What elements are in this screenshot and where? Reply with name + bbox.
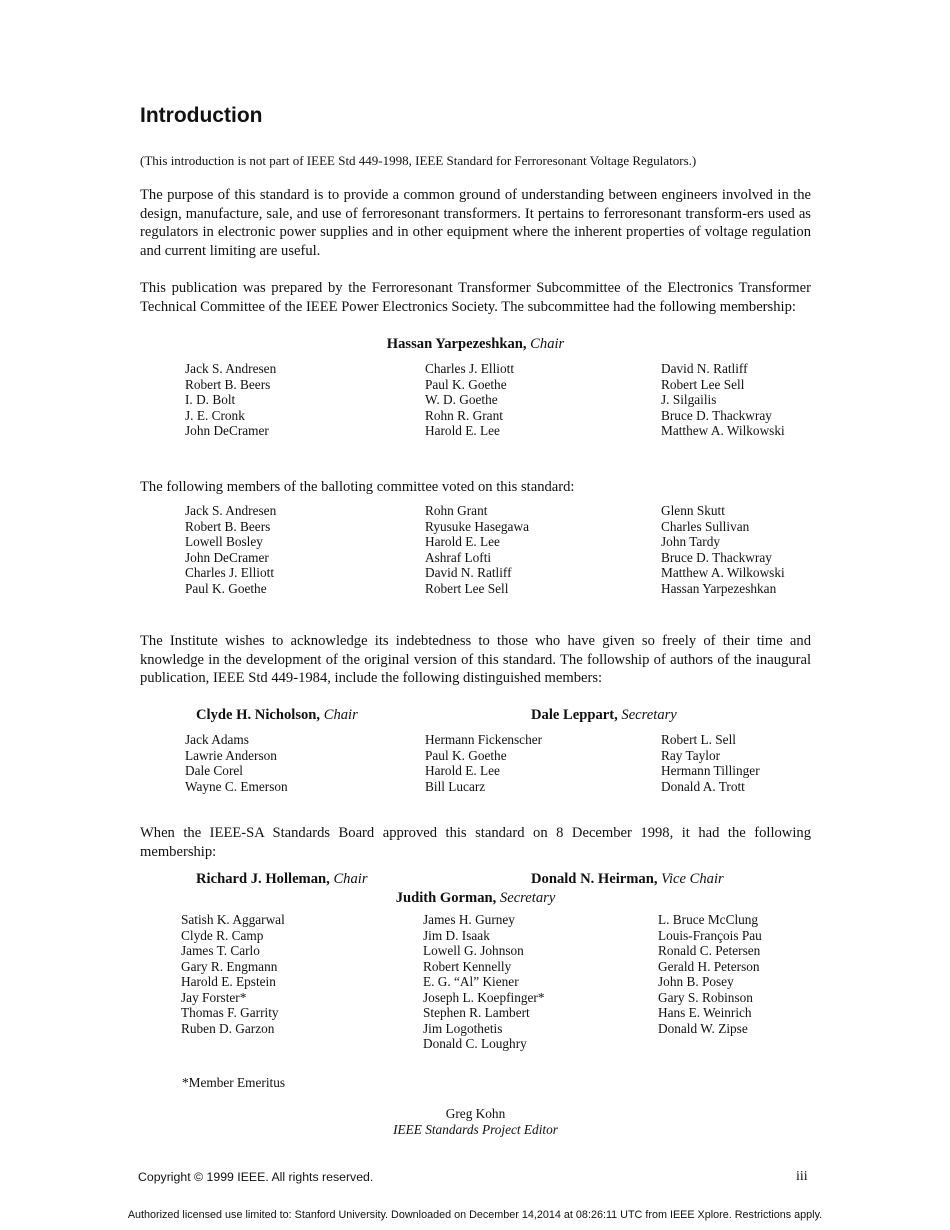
member-name: Ryusuke Hasegawa (425, 518, 529, 534)
member-name: Harold E. Lee (425, 423, 500, 438)
member-name: Robert B. Beers (185, 518, 271, 534)
member-name: Dale Corel (185, 763, 243, 778)
board-chair (196, 871, 368, 888)
member-name: Lawrie Anderson (185, 747, 277, 763)
member-name: Robert Kennelly (423, 958, 512, 974)
member-name: E. G. “Al” Kiener (423, 974, 519, 989)
balloting-col-3 (661, 503, 785, 596)
member-name: I. D. Bolt (185, 392, 236, 407)
member-name: Matthew A. Wilkowski (661, 423, 785, 438)
project-editor-name: Greg Kohn (445, 1106, 506, 1121)
member-name: Rohn R. Grant (425, 407, 503, 423)
original-secretary-name: Dale Leppart, (531, 707, 618, 723)
member-name: Robert L. Sell (661, 732, 736, 747)
member-name: James H. Gurney (423, 912, 515, 927)
member-name: Donald A. Trott (661, 778, 745, 794)
board-secretary-role: Secretary (499, 890, 556, 906)
member-name: Paul K. Goethe (425, 747, 507, 763)
member-name: Donald C. Loughry (423, 1036, 527, 1051)
member-name: Lowell Bosley (185, 534, 263, 549)
acknowledgment-paragraph: The Institute wishes to acknowledge its indebtedness to those who have given so freely of their time and knowledge in the development of the original version of this standard. The followship of authors of the inaugural publication, IEEE Std 449-1984, include the following distinguished members: (140, 633, 811, 687)
member-name: David N. Ratliff (425, 565, 512, 580)
subcommittee-chair-role: Chair (530, 336, 565, 352)
footer-copyright: Copyright © 1999 IEEE. All rights reserved. (138, 1170, 374, 1184)
original-secretary (531, 707, 677, 724)
member-name: Paul K. Goethe (425, 376, 507, 392)
member-name: Jim D. Isaak (423, 927, 490, 943)
board-chair-name: Richard J. Holleman, (196, 871, 330, 887)
member-name: Wayne C. Emerson (185, 778, 288, 794)
board-vice-chair-name: Donald N. Heirman, (531, 871, 658, 887)
original-secretary-role: Secretary (621, 707, 677, 723)
member-name: Hermann Fickenscher (425, 732, 543, 747)
board-col-1 (181, 912, 285, 1036)
intro-note: (This introduction is not part of IEEE Std 449-1998, IEEE Standard for Ferroresonant Voltage Regulators.) (140, 153, 697, 168)
original-chair-name: Clyde H. Nicholson, (196, 707, 321, 723)
original-col-2 (425, 732, 542, 794)
page-title: Introduction (140, 104, 263, 127)
balloting-paragraph: The following members of the balloting committee voted on this standard: (140, 479, 575, 495)
member-name: Bruce D. Thackwray (661, 549, 772, 565)
member-name: James T. Carlo (181, 943, 260, 958)
member-name: Robert Lee Sell (661, 376, 745, 392)
subcommittee-chair (140, 336, 811, 353)
board-vice-chair (531, 871, 724, 888)
member-name: Hermann Tillinger (661, 763, 760, 778)
member-name: Louis-François Pau (658, 927, 762, 943)
member-name: Harold E. Epstein (181, 974, 276, 989)
member-name: Harold E. Lee (425, 534, 500, 549)
member-name: Gerald H. Peterson (658, 958, 760, 974)
member-name: Thomas F. Garrity (181, 1005, 279, 1020)
project-editor-role: IEEE Standards Project Editor (393, 1122, 558, 1137)
member-emeritus-note: *Member Emeritus (182, 1075, 286, 1090)
subcommittee-col-1 (185, 361, 276, 439)
board-col-2 (423, 912, 545, 1052)
member-name: Satish K. Aggarwal (181, 912, 285, 927)
member-name: Harold E. Lee (425, 763, 500, 778)
original-col-3 (661, 732, 760, 794)
member-name: Charles J. Elliott (425, 361, 515, 376)
member-name: Lowell G. Johnson (423, 943, 524, 958)
publication-paragraph: This publication was prepared by the Ferroresonant Transformer Subcommittee of the Electronics Transformer Technical Committee of the IEEE Power Electronics Society. The subcommittee had the following membership: (140, 280, 811, 315)
member-name: Stephen R. Lambert (423, 1005, 530, 1020)
member-name: Clyde R. Camp (181, 927, 264, 943)
board-secretary (140, 890, 811, 907)
member-name: Hans E. Weinrich (658, 1005, 752, 1020)
original-chair-role: Chair (323, 707, 358, 723)
member-name: John Tardy (661, 534, 721, 549)
purpose-paragraph: The purpose of this standard is to provide a common ground of understanding between engineers involved in the design, manufacture, sale, and use of ferroresonant transformers. It pertains to ferroresonant transform-ers used as regulators in electronic power supplies and in other equipment where the inherent properties of voltage regulation and current limiting are useful. (140, 187, 811, 260)
original-chair (196, 707, 358, 724)
member-name: Jack S. Andresen (185, 503, 277, 518)
member-name: Bruce D. Thackwray (661, 407, 772, 423)
balloting-col-2 (425, 503, 529, 596)
member-name: Donald W. Zipse (658, 1020, 748, 1036)
board-chair-role: Chair (333, 871, 368, 887)
member-name: Ray Taylor (661, 747, 721, 763)
member-name: Gary R. Engmann (181, 958, 278, 974)
member-name: Charles J. Elliott (185, 565, 275, 580)
member-name: John B. Posey (658, 974, 734, 989)
subcommittee-col-3 (661, 361, 785, 439)
member-name: John DeCramer (185, 423, 269, 438)
page-number: iii (796, 1169, 808, 1184)
member-name: Rohn Grant (425, 503, 488, 518)
member-name: Ruben D. Garzon (181, 1020, 275, 1036)
board-vice-chair-role: Vice Chair (661, 871, 724, 887)
member-name: Jay Forster* (181, 989, 247, 1005)
member-name: Joseph L. Koepfinger* (423, 989, 545, 1005)
balloting-col-1 (185, 503, 276, 596)
member-name: Paul K. Goethe (185, 580, 267, 596)
member-name: J. Silgailis (661, 392, 717, 407)
member-name: Glenn Skutt (661, 503, 725, 518)
license-notice: Authorized licensed use limited to: Stanford University. Downloaded on December 14,2014 at 08:26:11 UTC from IEEE Xplore. Restrictions apply. (127, 1209, 823, 1221)
member-name: Bill Lucarz (425, 778, 486, 794)
original-col-1 (185, 732, 288, 794)
member-name: L. Bruce McClung (658, 912, 759, 927)
board-secretary-name: Judith Gorman, (395, 890, 497, 906)
member-name: W. D. Goethe (425, 392, 498, 407)
member-name: Ashraf Lofti (425, 549, 492, 565)
member-name: Robert Lee Sell (425, 580, 509, 596)
member-name: Jack Adams (185, 732, 249, 747)
member-name: Ronald C. Petersen (658, 943, 761, 958)
member-name: Jim Logothetis (423, 1020, 503, 1036)
member-name: Matthew A. Wilkowski (661, 565, 785, 580)
member-name: J. E. Cronk (185, 407, 245, 423)
board-paragraph: When the IEEE-SA Standards Board approved this standard on 8 December 1998, it had the following membership: (140, 825, 811, 860)
member-name: Hassan Yarpezeshkan (661, 580, 777, 596)
member-name: David N. Ratliff (661, 361, 748, 376)
member-name: Jack S. Andresen (185, 361, 277, 376)
member-name: John DeCramer (185, 549, 269, 565)
board-col-3 (658, 912, 762, 1036)
subcommittee-chair-name: Hassan Yarpezeshkan, (386, 336, 527, 352)
member-name: Charles Sullivan (661, 518, 750, 534)
subcommittee-col-2 (425, 361, 514, 439)
member-name: Robert B. Beers (185, 376, 271, 392)
member-name: Gary S. Robinson (658, 989, 753, 1005)
